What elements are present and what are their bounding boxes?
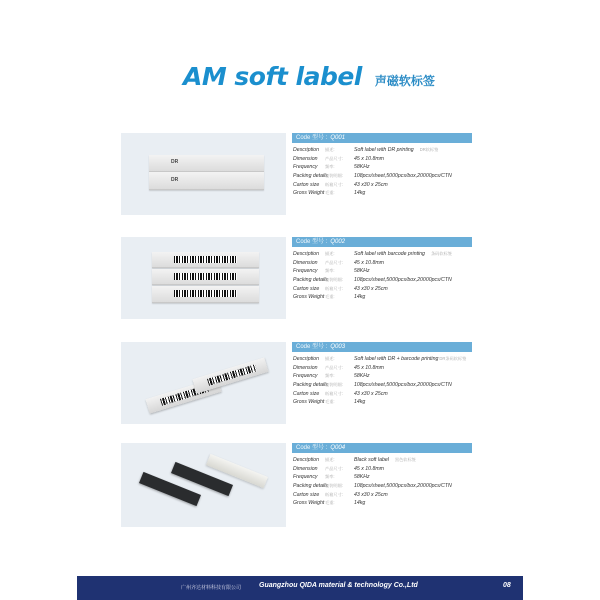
code-header: Code 型号 : Q003 — [292, 342, 472, 352]
product-photo-q002 — [121, 237, 286, 319]
product-card-q002 — [121, 237, 473, 323]
spec-row-frequency: Frequency 频率: 58KHz — [293, 268, 370, 275]
spec-row-packing: Packing details 包装明细: 108pcs/sheet,5000pcs/box,20000pcs/CTN — [293, 483, 452, 490]
spec-row-frequency: Frequency 频率: 58KHz — [293, 164, 370, 171]
tilted-label — [192, 357, 268, 393]
label-strip: DR — [149, 155, 264, 172]
spec-row-dimension: Dimension 产品尺寸: 45 x 10.8mm — [293, 465, 384, 472]
spec-row-weight: Gross Weight 毛重: 14kg — [293, 399, 366, 406]
spec-row-dimension: Dimension 产品尺寸: 45 x 10.8mm — [293, 259, 384, 266]
spec-row-description: Description 描述: Soft label with DR + barcode printing DR条码软标签 — [293, 356, 467, 363]
spec-row-description: Description 描述: Black soft label 黑色软标签 — [293, 457, 416, 464]
spec-table-q002 — [292, 237, 472, 302]
product-code: Q002 — [330, 239, 346, 245]
spec-row-packing: Packing details 包装明细: 108pcs/sheet,5000pcs/box,20000pcs/CTN — [293, 173, 452, 180]
spec-row-carton: Carton size 纸箱尺寸: 43 x30 x 25cm — [293, 491, 388, 498]
code-header: Code 型号 : Q002 — [292, 237, 472, 247]
spec-row-frequency: Frequency 频率: 58KHz — [293, 474, 370, 481]
product-photo-q004 — [121, 443, 286, 527]
spec-row-weight: Gross Weight 毛重: 14kg — [293, 190, 366, 197]
page-number: 08 — [503, 582, 511, 589]
spec-row-description: Description 描述: Soft label with DR printing DR软标签 — [293, 147, 439, 154]
product-card-q004 — [121, 443, 473, 529]
code-header: Code 型号 : Q001 — [292, 133, 472, 143]
spec-row-carton: Carton size 纸箱尺寸: 43 x30 x 25cm — [293, 181, 388, 188]
spec-row-packing: Packing details 包装明细: 108pcs/sheet,5000pcs/box,20000pcs/CTN — [293, 382, 452, 389]
spec-row-dimension: Dimension 产品尺寸: 45 x 10.8mm — [293, 155, 384, 162]
title-chinese: 声磁软标签 — [374, 74, 435, 88]
spec-row-carton: Carton size 纸箱尺寸: 43 x30 x 25cm — [293, 390, 388, 397]
spec-row-weight: Gross Weight 毛重: 14kg — [293, 500, 366, 507]
spec-row-packing: Packing details 包装明细: 108pcs/sheet,5000pcs/box,20000pcs/CTN — [293, 277, 452, 284]
product-photo-q003 — [121, 342, 286, 424]
product-card-q003 — [121, 342, 473, 428]
spec-table-q003 — [292, 342, 472, 407]
label-strip — [152, 286, 259, 303]
code-header: Code 型号 : Q004 — [292, 443, 472, 453]
spec-table-q001 — [292, 133, 472, 198]
product-code: Q003 — [330, 344, 346, 350]
page-title — [183, 62, 435, 98]
product-photo-q001 — [121, 133, 286, 215]
spec-table-q004 — [292, 443, 472, 508]
title-english: AM soft label — [183, 62, 362, 91]
spec-row-description: Description 描述: Soft label with barcode printing 条码软标签 — [293, 251, 452, 258]
label-strip — [152, 269, 259, 285]
company-name-english: Guangzhou QIDA material & technology Co.,Ltd — [259, 582, 418, 589]
spec-row-frequency: Frequency 频率: 58KHz — [293, 373, 370, 380]
spec-row-carton: Carton size 纸箱尺寸: 43 x30 x 25cm — [293, 285, 388, 292]
label-strip: DR — [149, 172, 264, 190]
spec-row-weight: Gross Weight 毛重: 14kg — [293, 294, 366, 301]
product-card-q001 — [121, 133, 473, 219]
label-strip — [152, 252, 259, 268]
page-footer — [77, 576, 523, 600]
spec-row-dimension: Dimension 产品尺寸: 45 x 10.8mm — [293, 364, 384, 371]
product-code: Q001 — [330, 135, 346, 141]
product-code: Q004 — [330, 445, 346, 451]
company-name-chinese: 广州齐达材料科技有限公司 — [181, 585, 242, 591]
